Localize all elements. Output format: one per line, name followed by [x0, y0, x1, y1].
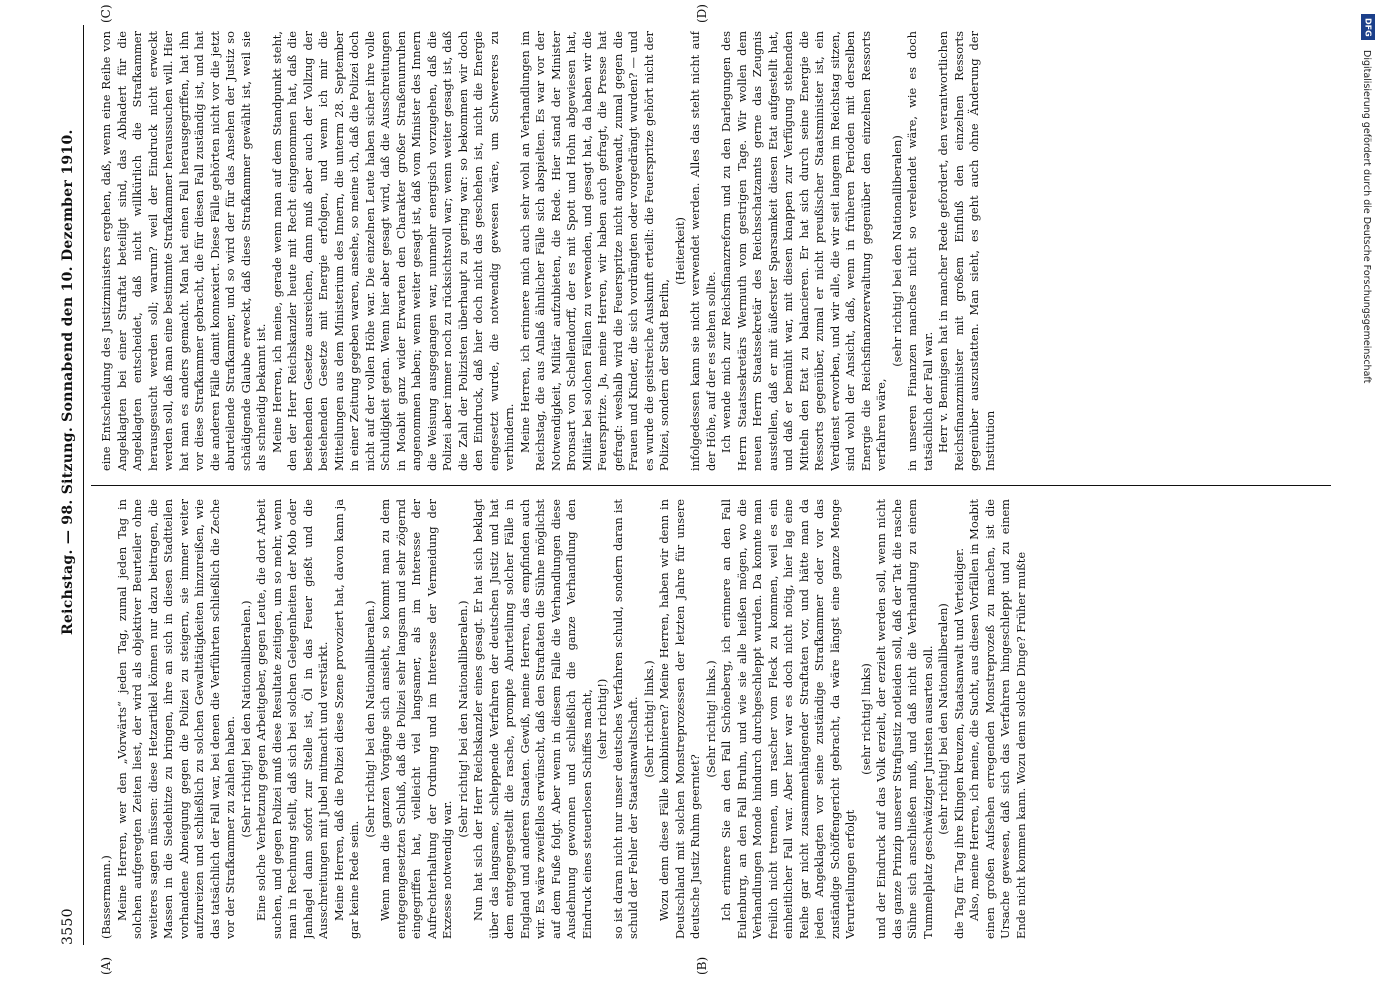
- interjection: (Heiterkeit): [672, 217, 687, 285]
- interjection: (sehr richtig! bei den Nationalliberalen): [936, 603, 950, 835]
- paragraph: eine Entscheidung des Justizministers ergehen, daß, wenn eine Reihe von Angeklagten bei einer Straftat beteiligt sind, das Abhadert für die Angeklagten entscheidet, daß nicht willkürlich die Strafkammer herausgesucht werden soll; warum? weil der Eindruck nicht erweckt werden soll, daß man eine bestimmte Strafkammer heraussuchen will. Hier hat man es anders gemacht. Man hat einen Fall herausgegriffen, hat ihn vor diese Strafkammer gebracht, die für diesen Fall zuständig ist, und hat die anderen Fälle damit konnexiert. Diese Fälle gehörten nicht vor die jetzt aburteilende Strafkammer, und so wird der für das Ansehen der Justiz so schädigende Glaube erweckt, daß diese Strafkammer gewählt ist, weil sie als schneidig bekannt ist.: [99, 31, 268, 471]
- paragraph: und der Eindruck auf das Volk erzielt, der erzielt werden soll, wenn nicht das ganze Prinzip unserer Strafjustiz notleiden soll, daß der Tat die rasche Sühne sich anschließen muß, und daß nicht die Verhandlung zu einem Tummelplatz geschwätziger Juristen ausarten soll.: [874, 499, 935, 939]
- paragraph: die Tag für Tag ihre Klingen kreuzen, Staatsanwalt und Verteidiger.: [951, 548, 966, 939]
- paragraph: Meine Herren, daß die Polizei diese Szene provoziert hat, davon kann ja gar keine Rede sein.: [331, 499, 361, 939]
- margin-marker-a: (A): [99, 956, 113, 975]
- rotated-page: [55, 4, 1345, 975]
- interjection: (Sehr richtig! bei den Nationalliberalen.): [238, 600, 253, 838]
- dfg-logo: DFG: [1361, 14, 1375, 40]
- paragraph: Wenn man die ganzen Vorgänge sich ansieht, so kommt man zu dem entgegengesetzten Schluß, daß die Polizei sehr langsam und sehr zögernd eingegriffen hat, vielleicht viel langsamer, als im Interesse der Aufrechterhaltung der Ordnung und im Interesse der Vermeidung der Exzesse notwendig war.: [378, 499, 454, 939]
- paragraph: Meine Herren, ich meine, gerade wenn man auf dem Standpunkt steht, den der Herr Reichskanzler heute mit Recht eingenommen hat, daß die bestehenden Gesetze ausreichen, dann muß aber auch der Vollzug der bestehenden Gesetze mit Energie erfolgen, und wenn ich mir die Mitteilungen aus dem Ministerium des Innern, die unterm 28. September in einer Zeitung gegeben waren, ansehe, so meine ich, daß die Polizei doch nicht auf der vollen Höhe war. Die einzelnen Leute haben sicher ihre volle Schuldigkeit getan. Wenn hier aber gesagt wird, daß die Ausschreitungen in Moabit ganz wider Erwarten den Charakter großer Straßenunruhen angenommen haben; wenn weiter gesagt ist, daß vom Minister des Innern die Weisung ausgegangen war, nunmehr energisch vorzugehen, daß die Polizei aber immer noch zu rücksichtsvoll war; wenn weiter gesagt ist, daß die Zahl der Polizisten überhaupt zu gering war: so bekommen wir doch den Eindruck, daß hier doch nicht das geschehen ist, nicht die Energie eingesetzt wurde, die notwendig gewesen wäre, um Schwereres zu verhindern.: [269, 31, 516, 471]
- paragraph: (Bassermann.): [99, 855, 113, 939]
- interjection: (sehr richtig! links): [858, 663, 873, 775]
- paragraph: Wozu denn diese Fälle kombinieren? Meine Herren, haben wir denn in Deutschland mit solchen Monstreprozessen der letzten Jahre für unsere deutsche Justiz Ruhm geerntet?: [657, 499, 702, 939]
- interjection: (sehr richtig! bei den Nationalliberalen): [889, 135, 904, 367]
- running-head: [55, 25, 81, 945]
- paragraph: in unseren Finanzen manches nicht so verelendet wäre, wie es doch tatsächlich der Fall war.: [905, 31, 935, 471]
- paragraph: Meine Herren, wer den „Vorwärts“ jeden Tag, zumal jeden Tag in solchen aufgeregten Zeiten liest, der wird als objektiver Beurteiler ohne weiteres sagen müssen: diese Hetzartikel können nur dazu beitragen, die Massen in die Siedehitze zu bringen, ihre an sich in diesen Stadtteilen vorhandene Abneigung gegen die Polizei zu steigern, sie immer weiter aufzureizen und schließlich zu solchen Gewalttätigkeiten hinzureißen, wie das tatsächlich der Fall war, bei denen die Verführten schließlich die Zeche vor der Strafkammer zu zahlen haben.: [114, 499, 237, 939]
- digitization-margin: [1361, 6, 1377, 996]
- paragraph: Ich wende mich zur Reichsfinanzreform und zu den Darlegungen des Herrn Staatssekretärs Wermuth vom gestrigen Tage. Wir wollen dem neuen Herrn Staatssekretär des Reichsschatzamts gerne das Zeugnis ausstellen, daß er mit äußerster Sparsamkeit diesen Etat aufgestellt hat, und daß er bemüht war, mit diesen knappen zur Verfügung stehenden Mitteln den Etat zu balancieren. Er hat sich durch seine Energie die Ressorts gegenüber, zumal er nicht preußischer Staatsminister ist, ein Verdienst erworben, und wir alle, die wir seit langem im Reichstag sitzen, sind wohl der Ansicht, daß, wenn in früheren Perioden mit derselben Energie die Reichsfinanzverwaltung gegenüber den einzelnen Ressorts verfahren wäre,: [719, 31, 888, 471]
- margin-marker-b: (B): [695, 956, 709, 975]
- paragraph: so ist daran nicht nur unser deutsches Verfahren schuld, sondern daran ist schuld der Fehler der Staatsanwaltschaft.: [610, 499, 640, 939]
- margin-marker-c: (C): [99, 4, 113, 23]
- page-number: 3550: [60, 908, 76, 945]
- digitization-note: Digitalisierung gefördert durch die Deutsche Forschungsgemeinschaft: [1361, 50, 1372, 384]
- margin-marker-d: (D): [695, 4, 709, 23]
- interjection: (Sehr richtig! bei den Nationalliberalen.): [455, 600, 470, 838]
- paragraph: infolgedessen kann sie nicht verwendet werden. Alles das steht nicht auf der Höhe, auf der es stehen sollte.: [688, 31, 718, 471]
- column-divider: [91, 485, 1331, 486]
- interjection: (Sehr richtig! links.): [641, 660, 656, 778]
- paragraph: Herr v. Bennigsen hat in mancher Rede gefordert, den verantwortlichen Reichsfinanzminister mit großem Einfluß den einzelnen Ressorts gegenüber auszustatten. Man sieht, es geht auch ohne Änderung der Institution: [936, 31, 997, 471]
- paragraph: Nun hat sich der Herr Reichskanzler eines gesagt. Er hat sich beklagt über das langsame, schleppende Verfahren der deutschen Justiz und hat dem entgegengestellt die rasche, prompte Aburteilung solcher Fälle in England und anderen Staaten. Gewiß, meine Herren, das empfinden auch wir. Es wäre zweifellos erwünscht, daß den Straftaten die Sühne möglichst auf dem Fuße folgt. Aber wenn in diesem Falle die Verhandlungen diese Ausdehnung gewonnen und schließlich die ganze Verhandlung den Eindruck eines steuerlosen Schiffes macht,: [471, 499, 594, 939]
- paragraph: Ich erinnere Sie an den Fall Schöneberg, ich erinnere an den Fall Eulenburg, an den Fall Bruhn, und wie sie alle heißen mögen, wo die Verhandlungen Monde hindurch durchgeschleppt wurden. Da konnte man freilich nicht trennen, um rascher vom Fleck zu kommen, weil es ein einheitlicher Fall war. Aber hier war es doch nicht nötig, hier lag eine Reihe gar nicht zusammenhängender Straftaten vor, und hätte man da jeden Angeklagten vor seine zuständige Strafkammer oder vor das zuständige Schöffengericht gebracht, da wäre längst eine ganze Menge Verurteilungen erfolgt: [719, 499, 857, 939]
- interjection: (Sehr richtig! bei den Nationalliberalen.): [362, 600, 377, 838]
- interjection: (sehr richtig!): [595, 678, 609, 760]
- paragraph: Eine solche Verhetzung gegen Arbeitgeber, gegen Leute, die dort Arbeit suchen, und gegen Polizei muß diese Resultate zeitigen, um so mehr, wenn man in Rechnung stellt, daß sich bei solchen Gelegenheiten der Mob oder Janhagel dann sofort zur Stelle ist, Öl in das Feuer gießt und die Ausschreitungen mit Jubel mitmacht und verstärkt.: [254, 499, 330, 939]
- interjection: (Sehr richtig! links.): [703, 660, 718, 778]
- header-rule: [83, 25, 84, 945]
- left-text-column: [99, 499, 1337, 939]
- page-title: Reichstag. — 98. Sitzung. Sonnabend den 10. Dezember 1910.: [60, 129, 76, 635]
- paragraph: Meine Herren, ich erinnere mich auch sehr wohl an Verhandlungen im Reichstag, die aus Anlaß ähnlicher Fälle sich abspielten. Es war vor der Notwendigkeit, Militär aufzubieten, die Rede. Hier stand der Minister Bronsart von Schellendorff, der es mit Spott und Hohn abgewiesen hat, Militär bei solchen Fällen zu verwenden, und gesagt hat, da haben wir die Feuerspritze. Ja, meine Herren, wir haben auch gefragt, die Presse hat gefragt: weshalb wird die Feuerspritze nicht angewandt, zumal gegen die Frauen und Kinder, die sich vordrängten oder vorgedrängt wurden? — und es wurde die geistreiche Auskunft erteilt: die Feuerspritze gehört nicht der Polizei, sondern der Stadt Berlin,: [517, 31, 671, 471]
- paragraph: Also, meine Herren, ich meine, die Sucht, aus diesen Vorfällen in Moabit einen großen Aufsehen erregenden Monstreprozeß zu machen, ist die Ursache gewesen, daß sich das Verfahren hingeschleppt und zu einem Ende nicht kommen kann. Wozu denn solche Dinge? Früher mußte: [967, 499, 1028, 939]
- right-text-column: [99, 31, 1337, 471]
